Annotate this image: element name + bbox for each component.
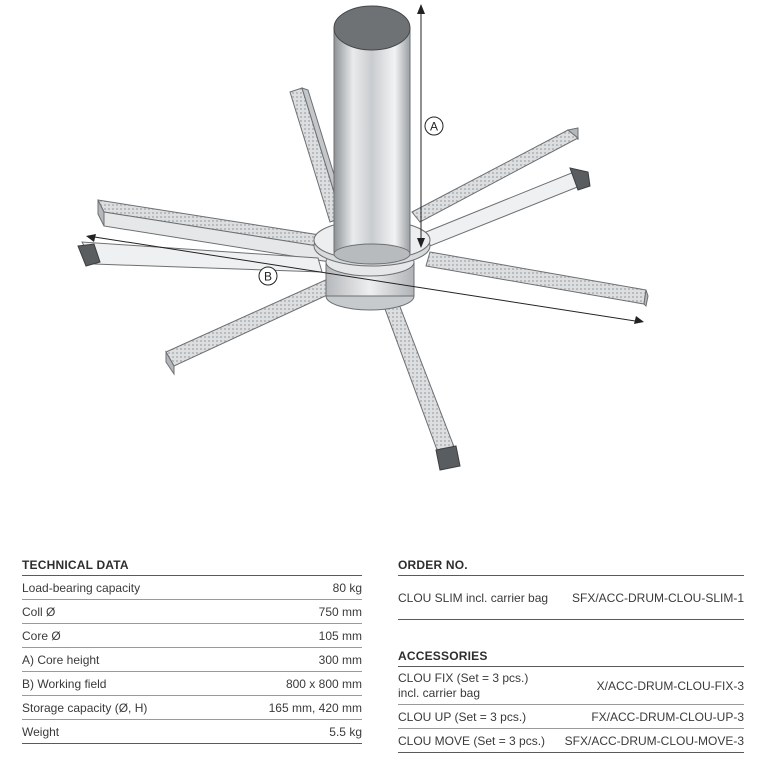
- row-label: CLOU MOVE (Set = 3 pcs.): [398, 733, 546, 748]
- marker-b: B: [263, 269, 273, 284]
- row-value: 80 kg: [332, 580, 362, 595]
- arm-right: [426, 252, 648, 306]
- row-value: FX/ACC-DRUM-CLOU-UP-3: [591, 709, 744, 724]
- row-label: B) Working field: [22, 676, 107, 691]
- row-value: 5.5 kg: [329, 724, 362, 739]
- table-row: [22, 576, 362, 600]
- row-value: SFX/ACC-DRUM-CLOU-SLIM-1: [571, 590, 744, 605]
- row-label: Core Ø: [22, 628, 61, 643]
- row-label: Load-bearing capacity: [22, 580, 141, 595]
- row-label: CLOU UP (Set = 3 pcs.): [398, 709, 527, 724]
- row-value: SFX/ACC-DRUM-CLOU-MOVE-3: [564, 733, 744, 748]
- marker-a: A: [429, 119, 439, 134]
- table-row: [22, 720, 362, 744]
- row-value: 165 mm, 420 mm: [268, 700, 362, 715]
- row-label: Weight: [22, 724, 60, 739]
- row-label: CLOU SLIM incl. carrier bag: [398, 590, 549, 605]
- technical-data-title: TECHNICAL DATA: [22, 556, 362, 576]
- table-row: [398, 705, 744, 729]
- arm-front: [378, 286, 460, 470]
- order-number-title: ORDER NO.: [398, 556, 744, 576]
- table-row: [398, 576, 744, 620]
- row-value: 800 x 800 mm: [285, 676, 362, 691]
- row-label: Storage capacity (Ø, H): [22, 700, 148, 715]
- table-row: [22, 600, 362, 624]
- accessories-table: [398, 647, 744, 753]
- row-value: 750 mm: [318, 604, 362, 619]
- table-row: [22, 624, 362, 648]
- row-label: Coll Ø: [22, 604, 56, 619]
- technical-data-table: [22, 556, 362, 744]
- row-label: A) Core height: [22, 652, 100, 667]
- core-cylinder: [334, 6, 410, 264]
- row-label: CLOU FIX (Set = 3 pcs.) incl. carrier bag: [398, 670, 529, 700]
- table-row: [22, 696, 362, 720]
- row-value: 300 mm: [318, 652, 362, 667]
- table-row: [22, 672, 362, 696]
- order-number-table: [398, 556, 744, 620]
- table-row: [398, 667, 744, 705]
- accessories-title: ACCESSORIES: [398, 647, 744, 667]
- arm-front-left: [166, 278, 338, 374]
- arm-right-end: [426, 168, 590, 246]
- row-value: X/ACC-DRUM-CLOU-FIX-3: [596, 678, 744, 693]
- table-row: [398, 729, 744, 753]
- row-value: 105 mm: [318, 628, 362, 643]
- table-row: [22, 648, 362, 672]
